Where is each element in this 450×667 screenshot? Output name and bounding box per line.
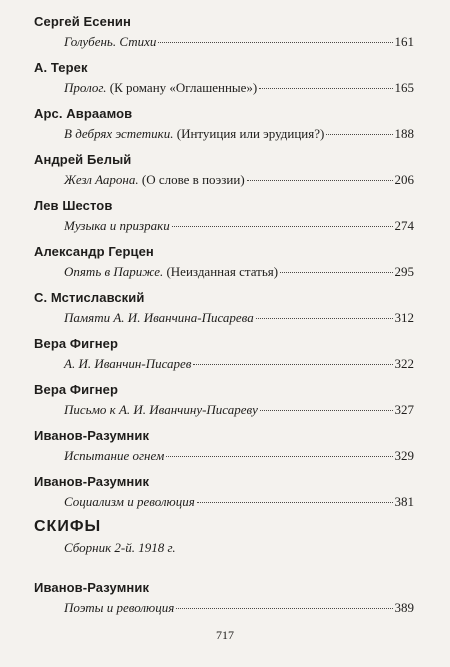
- toc-entry: [34, 580, 414, 616]
- entry-line: [34, 402, 414, 418]
- toc-entry: [34, 474, 414, 510]
- entry-page: 381: [394, 494, 414, 509]
- toc-entry: [34, 382, 414, 418]
- entry-page: 389: [394, 600, 414, 615]
- entry-line: [34, 448, 414, 464]
- entry-author: Вера Фигнер: [34, 336, 119, 351]
- entry-author: Сергей Есенин: [34, 14, 131, 29]
- entry-line: [34, 310, 414, 326]
- page-number: 717: [216, 628, 234, 642]
- entry-title: А. И. Иванчин-Писарев: [64, 356, 192, 371]
- toc-entry: [34, 60, 414, 96]
- entry-author: Иванов-Разумник: [34, 474, 150, 489]
- leader-dots: [166, 456, 392, 457]
- entry-author: Александр Герцен: [34, 244, 154, 259]
- entry-page: 165: [394, 80, 414, 95]
- entry-page: 206: [394, 172, 414, 187]
- entry-page: 312: [394, 310, 414, 325]
- entry-line: [34, 126, 414, 142]
- leader-dots: [326, 134, 392, 135]
- leader-dots: [247, 180, 393, 181]
- entry-line: [34, 218, 414, 234]
- entry-author: Андрей Белый: [34, 152, 132, 167]
- toc-entry: [34, 244, 414, 280]
- entry-page: 188: [394, 126, 414, 141]
- leader-dots: [260, 410, 393, 411]
- entry-line: [34, 80, 414, 96]
- section-header: [34, 517, 414, 557]
- entry-title: Поэты и революция: [64, 600, 175, 615]
- entry-author: Иванов-Разумник: [34, 428, 150, 443]
- entry-title: Памяти А. И. Иванчина-Писарева: [64, 310, 254, 325]
- leader-dots: [172, 226, 393, 227]
- entry-line: [34, 264, 414, 280]
- entry-author: Лев Шестов: [34, 198, 113, 213]
- entry-line: [34, 34, 414, 50]
- entry-line: [34, 494, 414, 510]
- entry-page: 327: [394, 402, 414, 417]
- entry-title: Жезл Аарона. (О слове в поэзии): [64, 172, 245, 187]
- entry-page: 295: [394, 264, 414, 279]
- entry-page: 322: [394, 356, 414, 371]
- section-subtitle: Сборник 2-й. 1918 г.: [64, 540, 176, 555]
- entry-title: Голубень. Стихи: [64, 34, 157, 49]
- leader-dots: [193, 364, 392, 365]
- toc-entry: [34, 428, 414, 464]
- leader-dots: [259, 88, 392, 89]
- entry-title: Письмо к А. И. Иванчину-Писареву: [64, 402, 258, 417]
- entry-author: С. Мстиславский: [34, 290, 145, 305]
- entry-title: Опять в Париже. (Неизданная статья): [64, 264, 279, 279]
- entry-page: 161: [394, 34, 414, 49]
- entry-author: Иванов-Разумник: [34, 580, 150, 595]
- entry-page: 329: [394, 448, 414, 463]
- entry-title: В дебрях эстетики. (Интуиция или эрудиция?): [64, 126, 325, 141]
- entry-line: [34, 172, 414, 188]
- section-title: СКИФЫ: [34, 518, 102, 535]
- toc-entry: [34, 152, 414, 188]
- entry-title: Испытание огнем: [64, 448, 165, 463]
- entry-line: [34, 356, 414, 372]
- entry-page: 274: [394, 218, 414, 233]
- toc-list: [34, 14, 414, 520]
- entry-author: Арс. Авраамов: [34, 106, 133, 121]
- leader-dots: [256, 318, 393, 319]
- leader-dots: [158, 42, 392, 43]
- toc-entry: [34, 14, 414, 50]
- entry-line: [34, 600, 414, 616]
- entry-title: Музыка и призраки: [64, 218, 170, 233]
- entry-author: А. Терек: [34, 60, 88, 75]
- leader-dots: [176, 608, 392, 609]
- entry-author: Вера Фигнер: [34, 382, 119, 397]
- toc-entry: [34, 106, 414, 142]
- entry-title: Социализм и революция: [64, 494, 195, 509]
- entry-title: Пролог. (К роману «Оглашенные»): [64, 80, 258, 95]
- toc-entry: [34, 198, 414, 234]
- toc-entry: [34, 290, 414, 326]
- leader-dots: [197, 502, 393, 503]
- toc-entry: [34, 336, 414, 372]
- leader-dots: [280, 272, 392, 273]
